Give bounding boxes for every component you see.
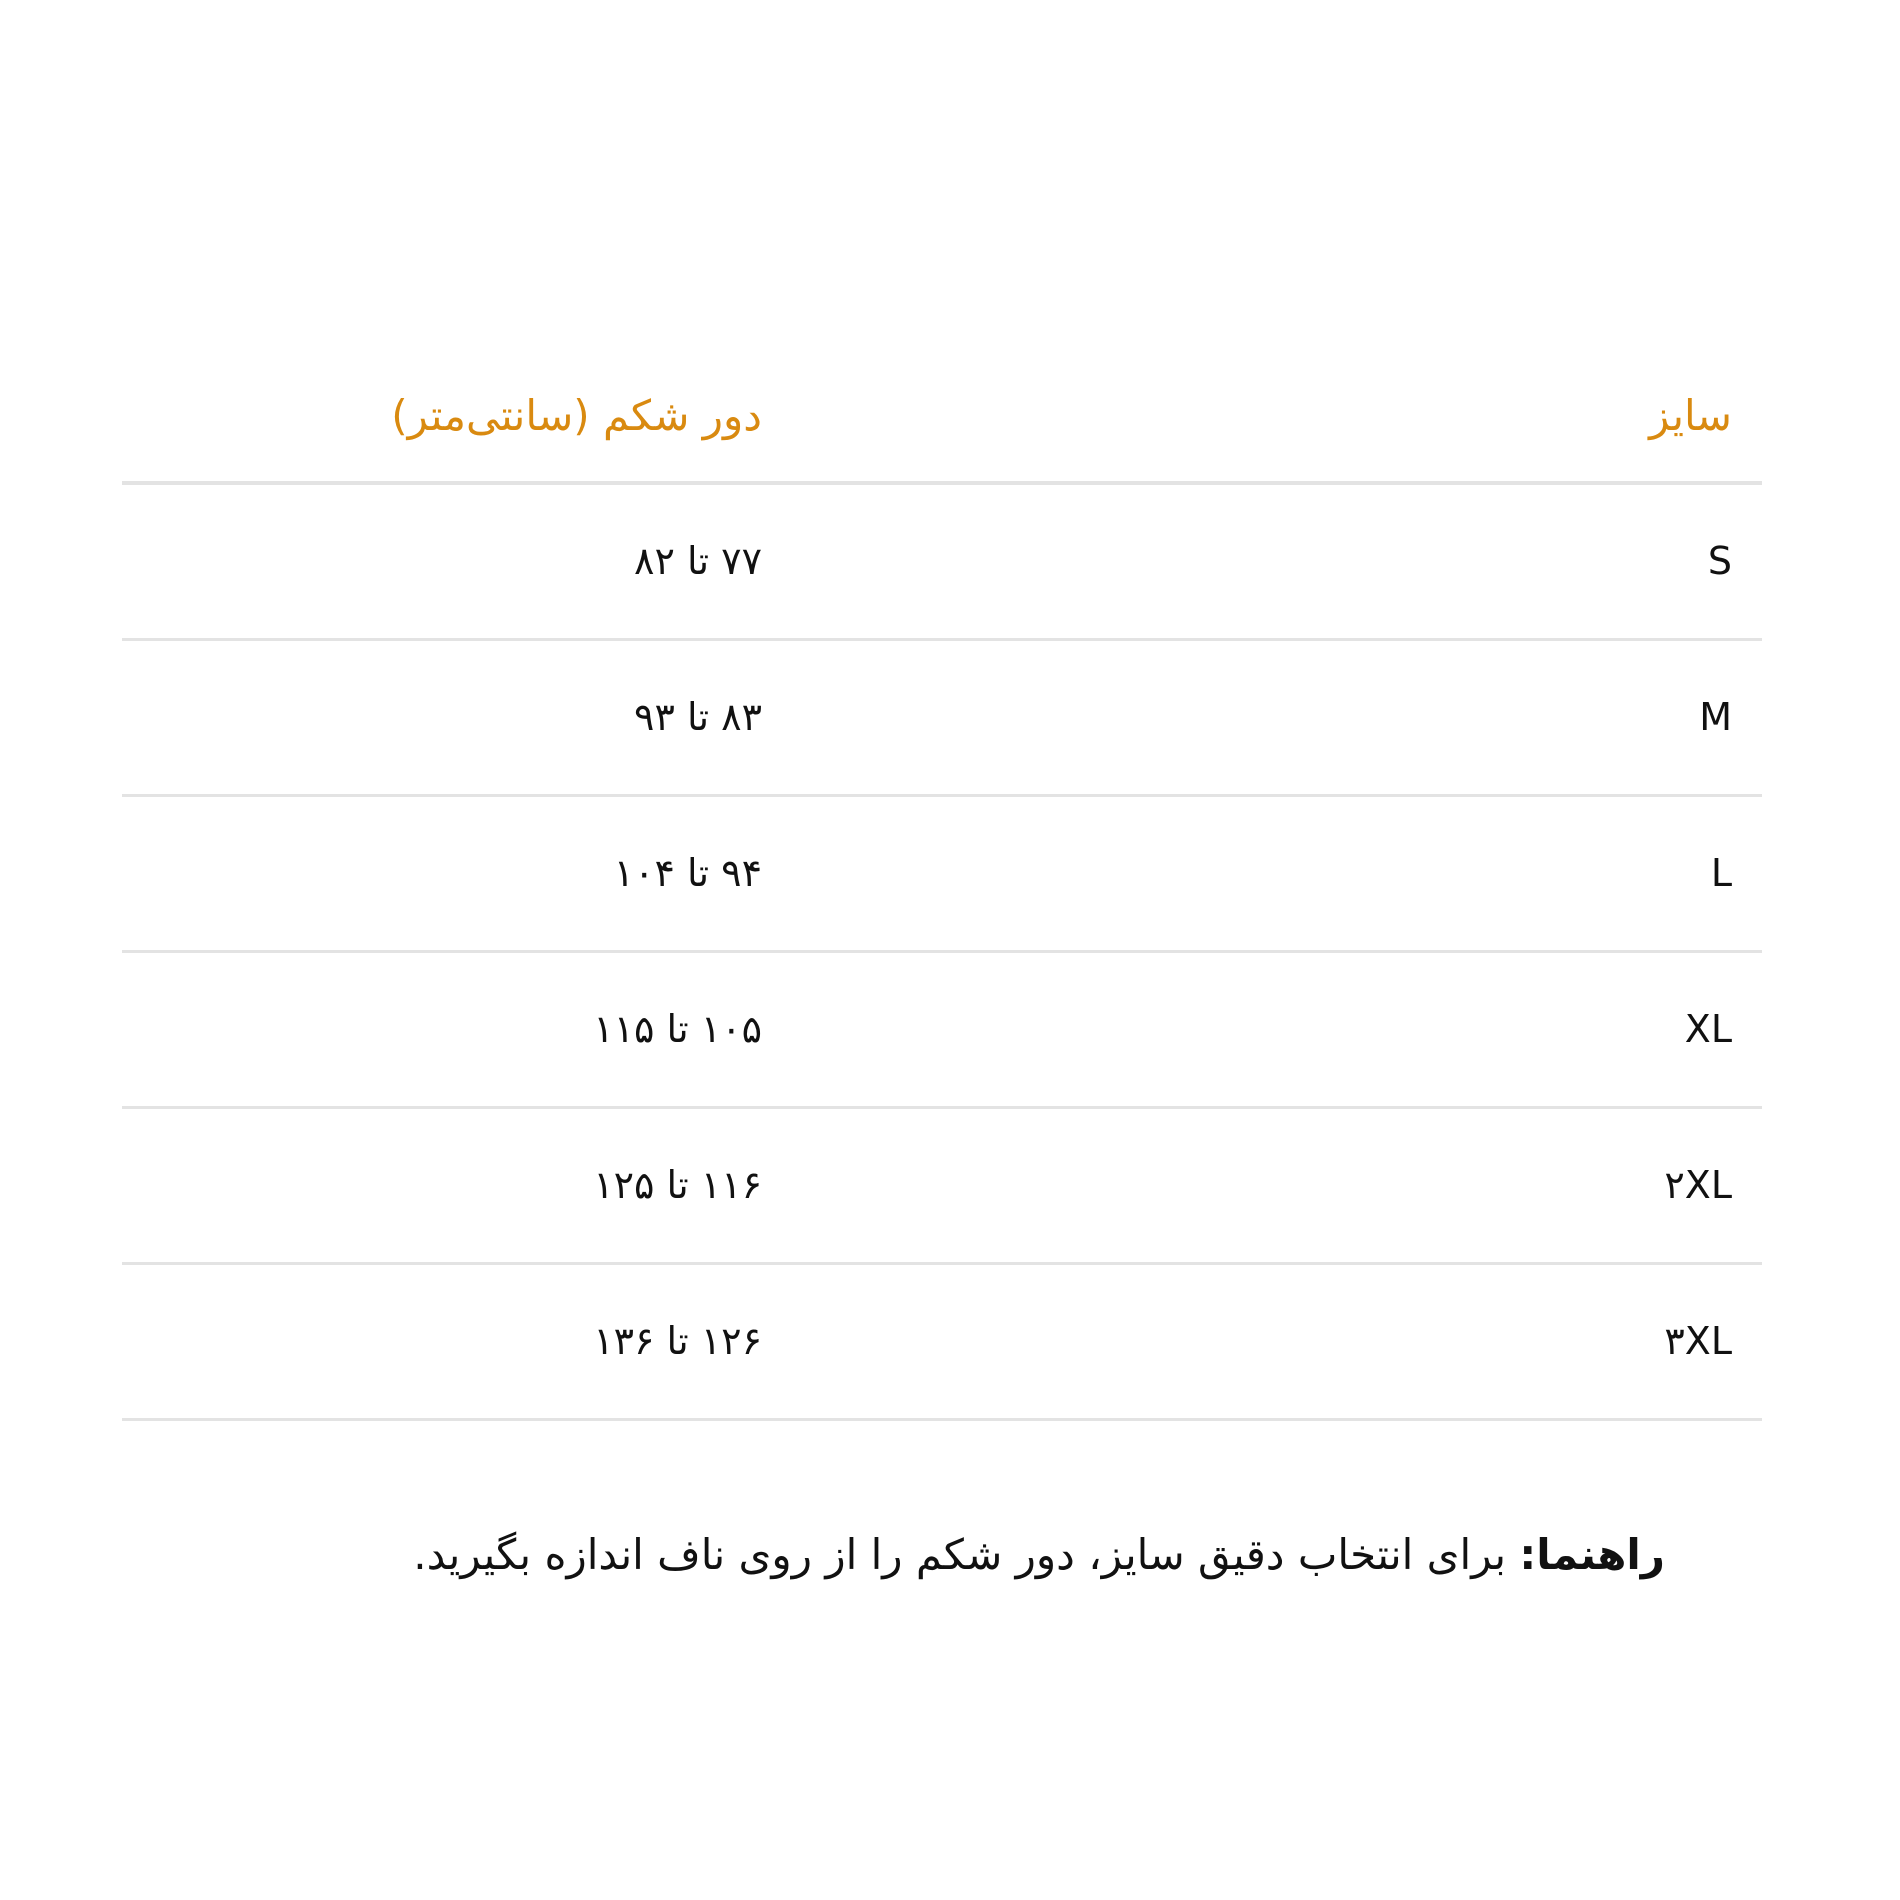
waist-cell: ۷۷ تا ۸۲ (122, 483, 762, 639)
waist-cell: ۱۰۵ تا ۱۱۵ (122, 951, 762, 1107)
table-header-row (122, 355, 1762, 483)
waist-cell: ۹۴ تا ۱۰۴ (122, 795, 762, 951)
table-row (122, 951, 1762, 1107)
size-cell: S (1707, 539, 1732, 584)
size-cell: XL (1684, 1007, 1732, 1051)
table-row (122, 1107, 1762, 1263)
guide-label: راهنما: (1519, 1530, 1665, 1579)
table-row (122, 639, 1762, 795)
table-row (122, 1263, 1762, 1419)
header-waist: دور شکم (سانتی‌متر) (122, 355, 762, 483)
table-row (122, 795, 1762, 951)
size-cell: L (1710, 851, 1732, 895)
waist-cell: ۱۱۶ تا ۱۲۵ (122, 1107, 762, 1263)
waist-cell: ۸۳ تا ۹۳ (122, 639, 762, 795)
sizing-guide-note (150, 1530, 1665, 1579)
size-cell: ۳XL (1664, 1319, 1732, 1363)
size-cell: ۲XL (1664, 1163, 1732, 1207)
waist-cell: ۱۲۶ تا ۱۳۶ (122, 1263, 762, 1419)
guide-text: برای انتخاب دقیق سایز، دور شکم را از روی ناف اندازه بگیرید. (413, 1530, 1507, 1579)
size-chart-table (122, 355, 1762, 1421)
size-cell: M (1699, 695, 1732, 739)
table-row (122, 483, 1762, 639)
header-size: سایز (762, 355, 1762, 483)
